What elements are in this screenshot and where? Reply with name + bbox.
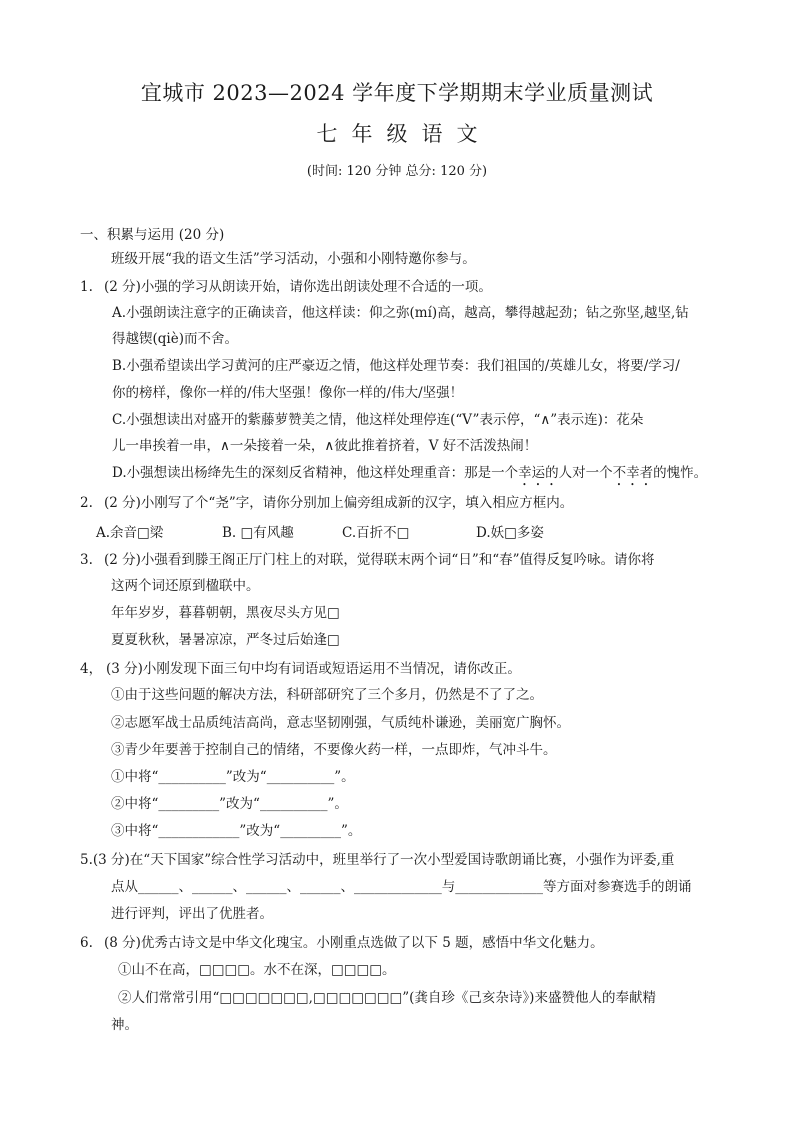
q2-option-b: B. □有风趣 [222,525,294,541]
q5-line-2: 点从______、______、______、______、_____________与_____________等方面对参赛选手的朗诵 [111,879,692,895]
q1-option-d-text-mid: 人对一个 [558,465,613,481]
q1-option-d [112,464,707,489]
emphasis-word-lucky: 幸运的 [518,465,559,481]
q1-option-c-line1: C.小强想读出对盛开的紫藤萝赞美之情，他这样处理停连(“V”表示停，“∧”表示连)：花朵 [112,412,644,428]
q1-option-b-line1: B.小强希望读出学习黄河的庄严豪迈之情，他这样处理节奏：我们祖国的/英雄儿女，将要/学习/ [112,358,680,374]
q1-option-c-line2: 儿一串挨着一串，∧一朵接着一朵，∧彼此推着挤着，V 好不活泼热闹！ [112,438,538,454]
q1-option-a-line2: 得越锲(qiè)而不舍。 [112,331,238,347]
q2-option-c: C.百折不□ [342,525,410,541]
section-heading: 一、积累与运用 (20 分) [80,227,225,243]
q6-item-2-line1: ②人们常常引用“□□□□□□□,□□□□□□□”(龚自珍《己亥杂诗》)来盛赞他人的奉献精 [118,990,656,1006]
q4-stem: (3 分)小刚发现下面三句中均有词语或短语运用不当情况，请你改正。 [106,661,521,677]
q3-number: 3. [80,552,93,568]
q1-stem: (2 分)小强的学习从朗读开始，请你选出朗读处理不合适的一项。 [104,279,492,295]
q5-line-3: 进行评判，评出了优胜者。 [111,906,273,922]
couplet-line-1: 年年岁岁，暮暮朝朝，黑夜尽头方见□ [111,605,340,621]
emphasis-word-unlucky: 不幸者 [612,465,654,481]
exam-subject: 七年级语文 [316,122,492,146]
q3-stem-line2: 这两个词还原到楹联中。 [111,578,260,594]
exam-title: 宜城市 2023—2024 学年度下学期期末学业质量测试 [140,81,654,105]
q2-option-a: A.余音□梁 [96,525,164,541]
q3-stem-line1: (2 分)小强看到滕王阁正厅门柱上的对联，觉得联末两个词“日”和“春”值得反复吟咏。请你将 [104,552,655,568]
q2-number: 2. [80,495,93,511]
time-info: (时间: 120 分钟 总分: 120 分) [306,164,488,179]
q4-number: 4， [80,661,103,677]
q5-line-1: 5.(3 分)在“天下国家”综合性学习活动中，班里举行了一次小型爱国诗歌朗诵比赛，小强作为评委,重 [80,852,675,868]
q1-option-d-text-end: 的愧怍。 [653,465,708,481]
q4-sentence-2: ②志愿军战士品质纯洁高尚，意志坚韧刚强，气质纯朴谦逊，美丽宽广胸怀。 [111,715,570,731]
section-intro: 班级开展“我的语文生活”学习活动，小强和小刚特邀你参与。 [111,251,476,267]
q4-fill-3: ③中将“____________”改为“_________”。 [111,823,362,839]
q6-item-1: ①山不在高，□□□□。水不在深，□□□□。 [118,962,396,978]
couplet-line-2: 夏夏秋秋，暑暑凉凉，严冬过后始逢□ [111,632,340,648]
q1-option-a-line1: A.小强朗读注意字的正确读音，他这样读：仰之弥(mí)高，越高，攀得越起劲；钻之弥坚,越坚,钻 [112,305,689,321]
q4-fill-1: ①中将“__________”改为“__________”。 [111,769,355,785]
q2-option-d: D.妖□多姿 [476,525,544,541]
q2-stem: (2 分)小刚写了个“尧”字，请你分别加上偏旁组成新的汉字，填入相应方框内。 [104,495,574,511]
q1-number: 1. [80,279,93,295]
q4-fill-2: ②中将“_________”改为“__________”。 [111,796,348,812]
q6-number: 6. [80,935,93,951]
q1-option-d-text: D.小强想读出杨绛先生的深刻反省精神，他这样处理重音：那是一个 [112,465,519,481]
q4-sentence-3: ③青少年要善于控制自己的情绪，不要像火药一样，一点即炸，气冲斗牛。 [111,742,557,758]
q1-option-b-line2: 你的榜样，像你一样的/伟大坚强！像你一样的/伟大/坚强！ [112,385,464,401]
q6-stem: (8 分)优秀古诗文是中华文化瑰宝。小刚重点选做了以下 5 题，感悟中华文化魅力。 [104,935,604,951]
q4-sentence-1: ①由于这些问题的解决方法，科研部研究了三个多月，仍然是不了了之。 [111,687,543,703]
q6-item-2-line2: 神。 [111,1017,138,1033]
